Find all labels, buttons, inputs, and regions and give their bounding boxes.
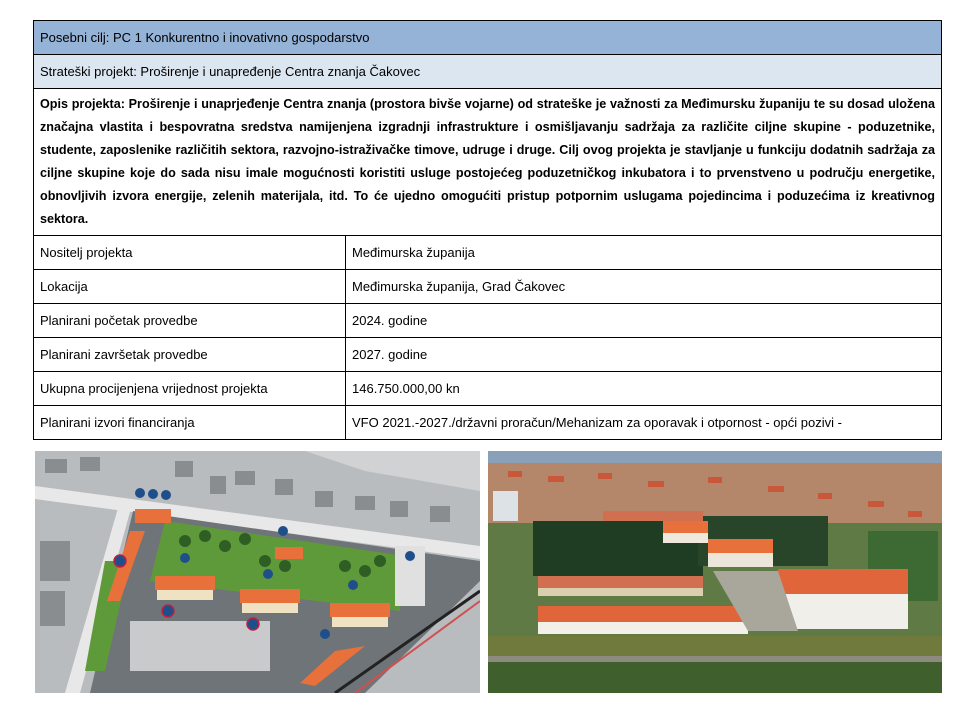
row-value: 2027. godine (346, 338, 942, 372)
table-row (34, 372, 942, 406)
row-label: Planirani izvori financiranja (34, 406, 346, 440)
row-value: Međimurska županija, Grad Čakovec (346, 270, 942, 304)
row-value: Međimurska županija (346, 236, 942, 270)
table-row (34, 270, 942, 304)
strategic-project: Strateški projekt: Proširenje i unapređenje Centra znanja Čakovec (34, 55, 942, 89)
table-row (34, 304, 942, 338)
row-value: 2024. godine (346, 304, 942, 338)
row-value: VFO 2021.-2027./državni proračun/Mehanizam za oporavak i otpornost - opći pozivi - (346, 406, 942, 440)
row-label: Planirani završetak provedbe (34, 338, 346, 372)
row-label: Lokacija (34, 270, 346, 304)
aerial-photo-image (488, 451, 942, 693)
table-row (34, 236, 942, 270)
row-label: Planirani početak provedbe (34, 304, 346, 338)
table-row (34, 338, 942, 372)
campus-map-image (35, 451, 480, 693)
row-value: 146.750.000,00 kn (346, 372, 942, 406)
project-table (33, 20, 942, 440)
specific-goal: Posebni cilj: PC 1 Konkurentno i inovativno gospodarstvo (34, 21, 942, 55)
description-row (34, 89, 942, 236)
table-row (34, 406, 942, 440)
project-row (34, 55, 942, 89)
goal-row (34, 21, 942, 55)
row-label: Nositelj projekta (34, 236, 346, 270)
project-description: Opis projekta: Proširenje i unaprjeđenje Centra znanja (prostora bivše vojarne) od strateške je važnosti za Međimursku županiju te su dosad uložena značajna vlastita i bespovratna sredstva namijenjena izgradnji infrastrukture i osmišljavanju sadržaja za različite ciljne skupine - poduzetnike, studente, zaposlenike različitih sektora, razvojno-istraživačke timove, udruge i druge. Cilj ovog projekta je stavljanje u funkciju dodatnih sadržaja za ciljne skupine koje do sada nisu imale mogućnosti koristiti usluge postojećeg poduzetničkog inkubatora i to prvenstveno u području energetike, obnovljivih izvora energije, zelenih materijala, itd. To će ujedno omogućiti pristup potpornim uslugama pojedincima i poduzećima iz kreativnog sektora. (34, 89, 942, 236)
row-label: Ukupna procijenjena vrijednost projekta (34, 372, 346, 406)
